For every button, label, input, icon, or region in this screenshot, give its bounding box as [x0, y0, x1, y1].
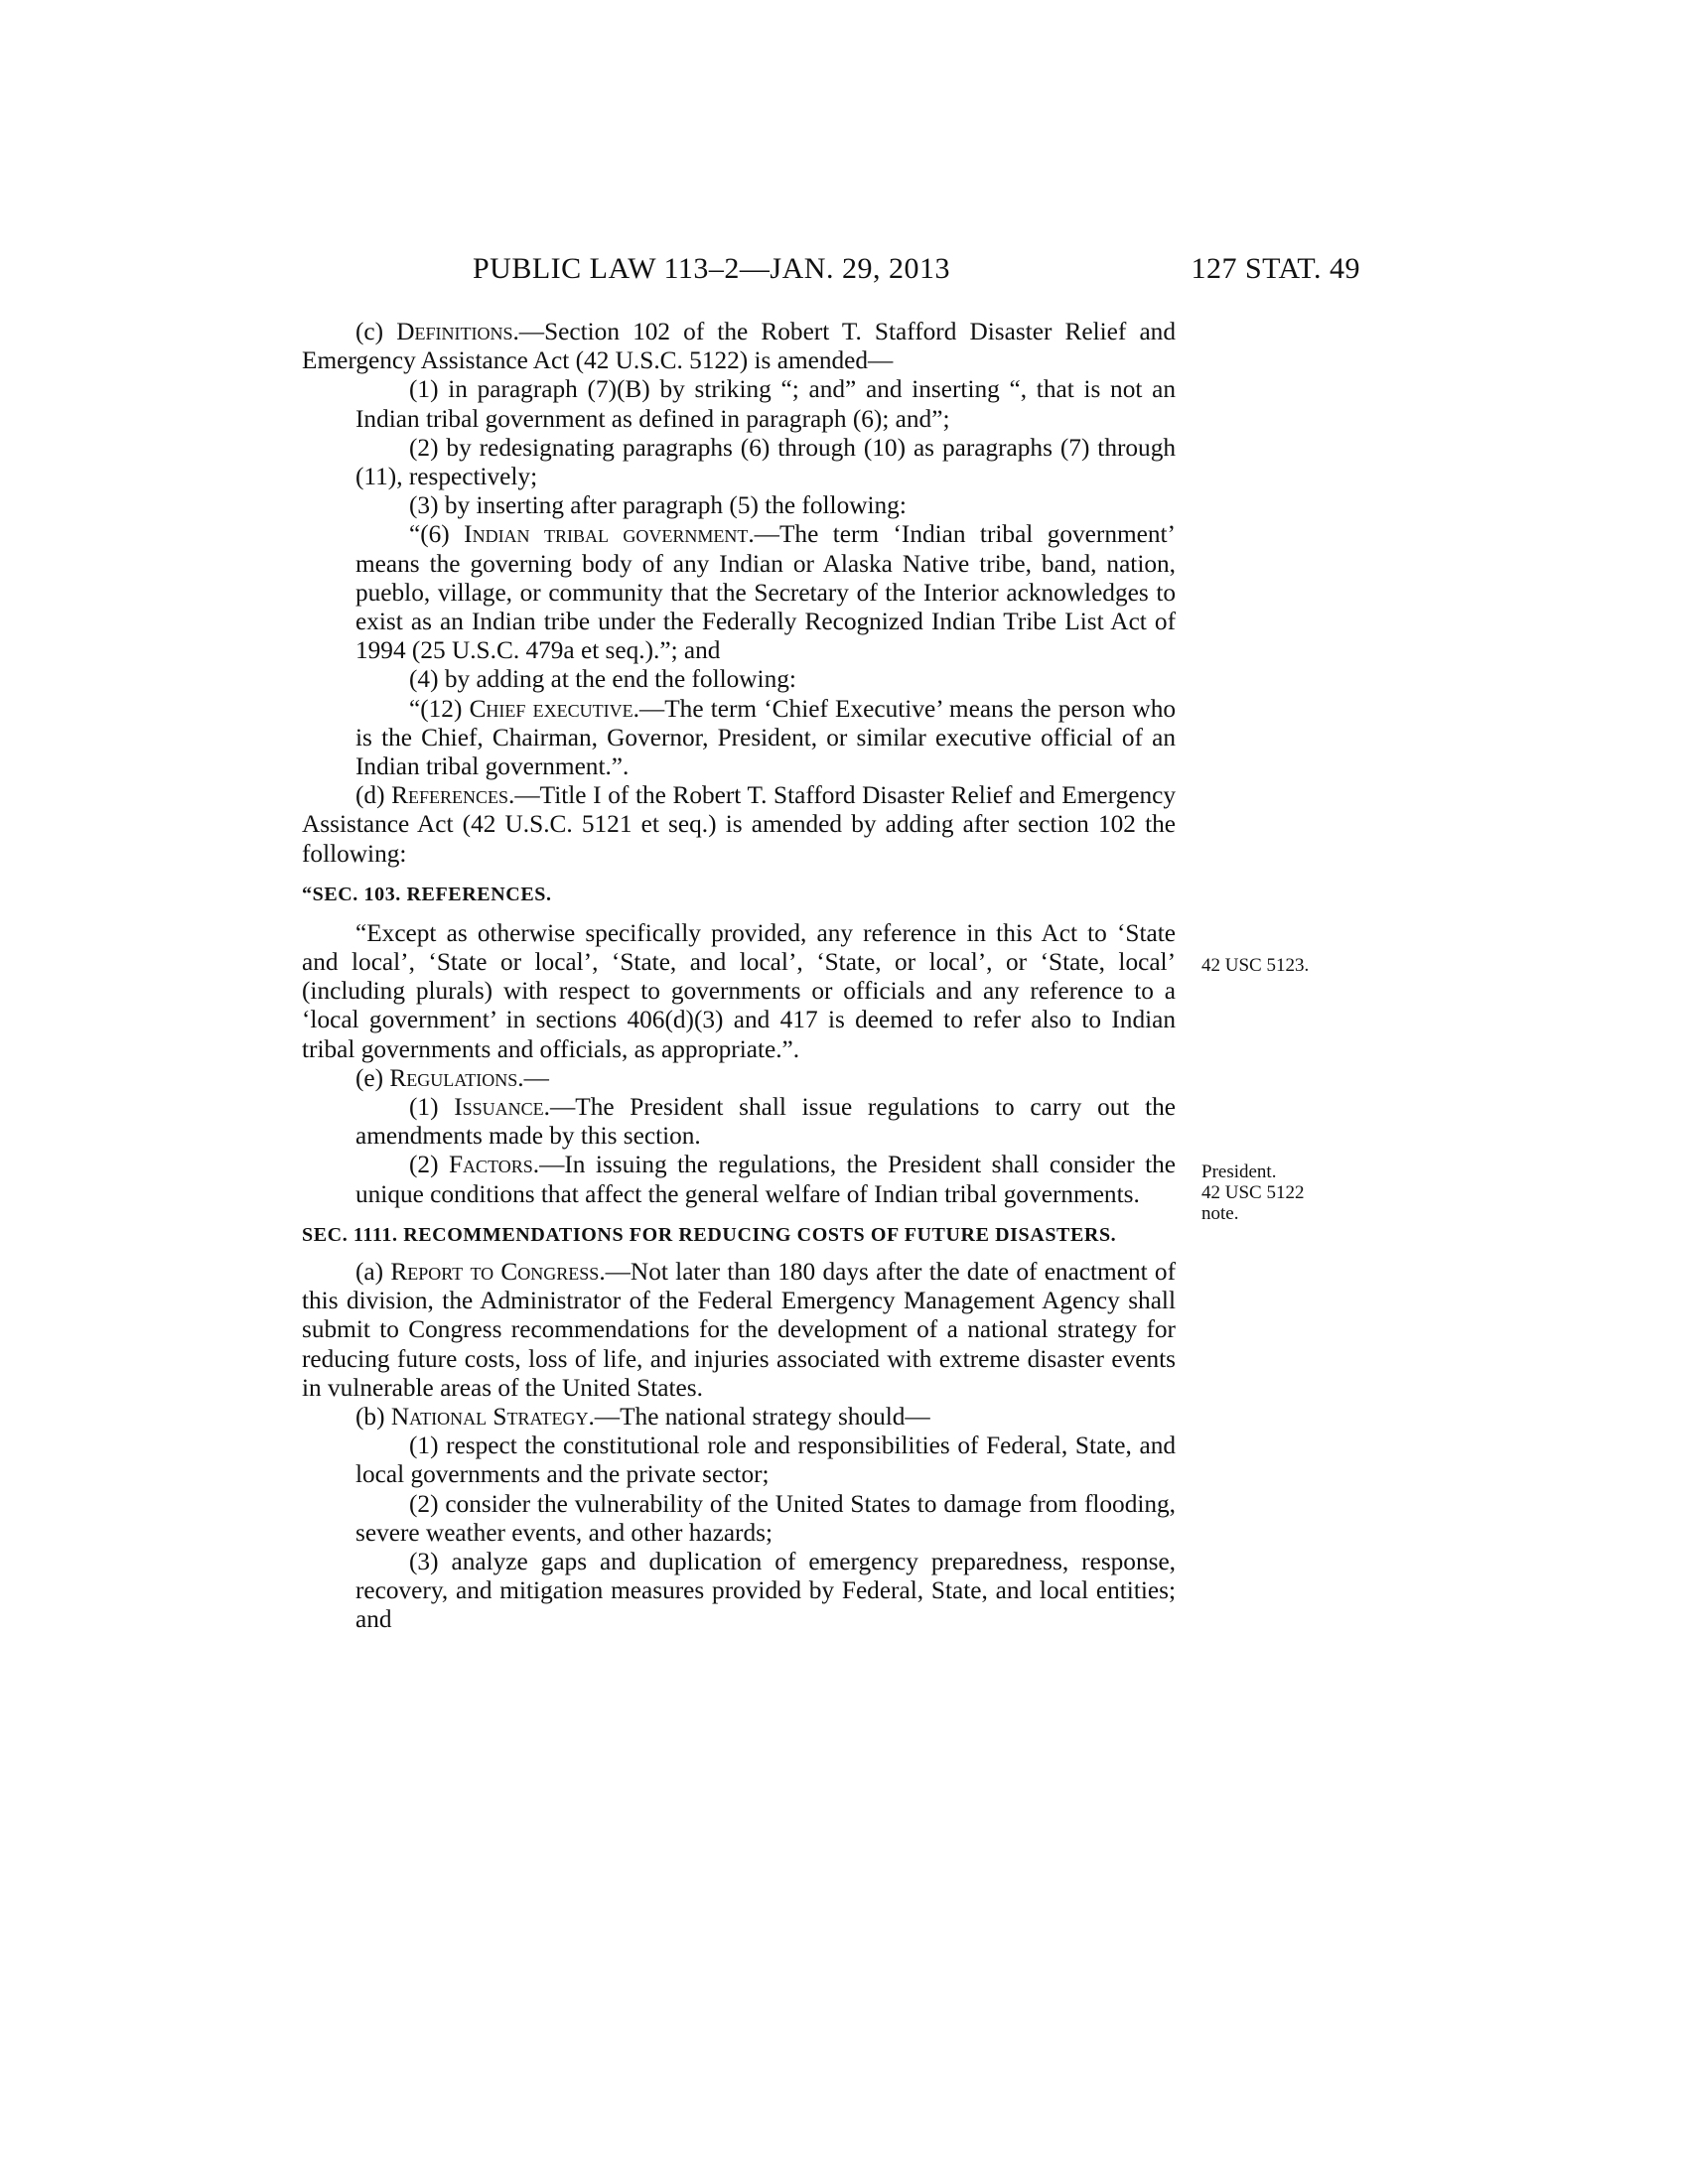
section-1111-heading: SEC. 1111. RECOMMENDATIONS FOR REDUCING COSTS OF FUTURE DISASTERS. — [302, 1223, 1117, 1246]
body-text — [302, 318, 1176, 1635]
paragraph-e2: (2) Factors.—In issuing the regulations, the President shall consider the unique conditions that affect the general welfare of Indian tribal governments. — [355, 1151, 1177, 1208]
margin-note-42-usc-5123: 42 USC 5123. — [1201, 955, 1310, 976]
quoted-paragraph-12: “(12) Chief executive.—The term ‘Chief Executive’ means the person who is the Chief, Chairman, Governor, President, or similar executive official of an Indian tribal government.”. — [355, 694, 1176, 781]
subsection-d: (d) References.—Title I of the Robert T. Stafford Disaster Relief and Emergency Assistance Act (42 U.S.C. 5121 et seq.) is amended by adding after section 102 the following: — [302, 781, 1176, 868]
subsection-a: (a) Report to Congress.—Not later than 180 days after the date of enactment of this division, the Administrator of the Federal Emergency Management Agency shall submit to Congress recommendations for the development of a national strategy for reducing future costs, loss of life, and injuries associated with extreme disaster events in vulnerable areas of the United States. — [302, 1257, 1176, 1402]
public-law-title: PUBLIC LAW 113–2—JAN. 29, 2013 — [473, 252, 950, 285]
quoted-paragraph-6: “(6) Indian tribal government.—The term ‘Indian tribal government’ means the governing body of any Indian or Alaska Native tribe, band, nation, pueblo, village, or community that the Secretary of the Interior acknowledges to exist as an Indian tribe under the Federally Recognized Indian Tribe List Act of 1994 (25 U.S.C. 479a et seq.).”; and — [355, 520, 1176, 665]
subsection-e: (e) Regulations.— — [355, 1063, 549, 1092]
subsection-c: (c) Definitions.—Section 102 of the Robert T. Stafford Disaster Relief and Emergency Assistance Act (42 U.S.C. 5122) is amended— — [302, 318, 1176, 375]
statute-page-number: 127 STAT. 49 — [1191, 252, 1360, 285]
paragraph-c3: (3) by inserting after paragraph (5) the following: — [409, 491, 907, 520]
paragraph-c2: (2) by redesignating paragraphs (6) through (10) as paragraphs (7) through (11), respectively; — [355, 433, 1176, 491]
paragraph-c1: (1) in paragraph (7)(B) by striking “; and” and inserting “, that is not an Indian tribal government as defined in paragraph (6); and”; — [355, 375, 1176, 433]
subsection-b: (b) National Strategy.—The national strategy should— — [355, 1402, 930, 1431]
running-head — [298, 252, 1360, 292]
paragraph-c4: (4) by adding at the end the following: — [409, 665, 796, 694]
section-103-text: “Except as otherwise specifically provided, any reference in this Act to ‘State and local’, ‘State or local’, ‘State, and local’, ‘State, or local’, or ‘State, local’ (including plurals) with respect to governments or officials and any reference to a ‘local government’ in sections 406(d)(3) and 417 is deemed to refer also to Indian tribal governments and officials, as appropriate.”. — [302, 918, 1176, 1063]
paragraph-b3: (3) analyze gaps and duplication of emergency preparedness, response, recovery, and mitigation measures provided by Federal, State, and local entities; and — [355, 1547, 1176, 1634]
section-103-heading: “SEC. 103. REFERENCES. — [302, 883, 552, 905]
paragraph-b1: (1) respect the constitutional role and responsibilities of Federal, State, and local governments and the private sector; — [355, 1432, 1176, 1489]
paragraph-e1: (1) Issuance.—The President shall issue regulations to carry out the amendments made by this section. — [355, 1093, 1176, 1151]
margin-note-president: President. 42 USC 5122 note. — [1201, 1161, 1305, 1224]
paragraph-b2: (2) consider the vulnerability of the United States to damage from flooding, severe weather events, and other hazards; — [355, 1489, 1176, 1547]
